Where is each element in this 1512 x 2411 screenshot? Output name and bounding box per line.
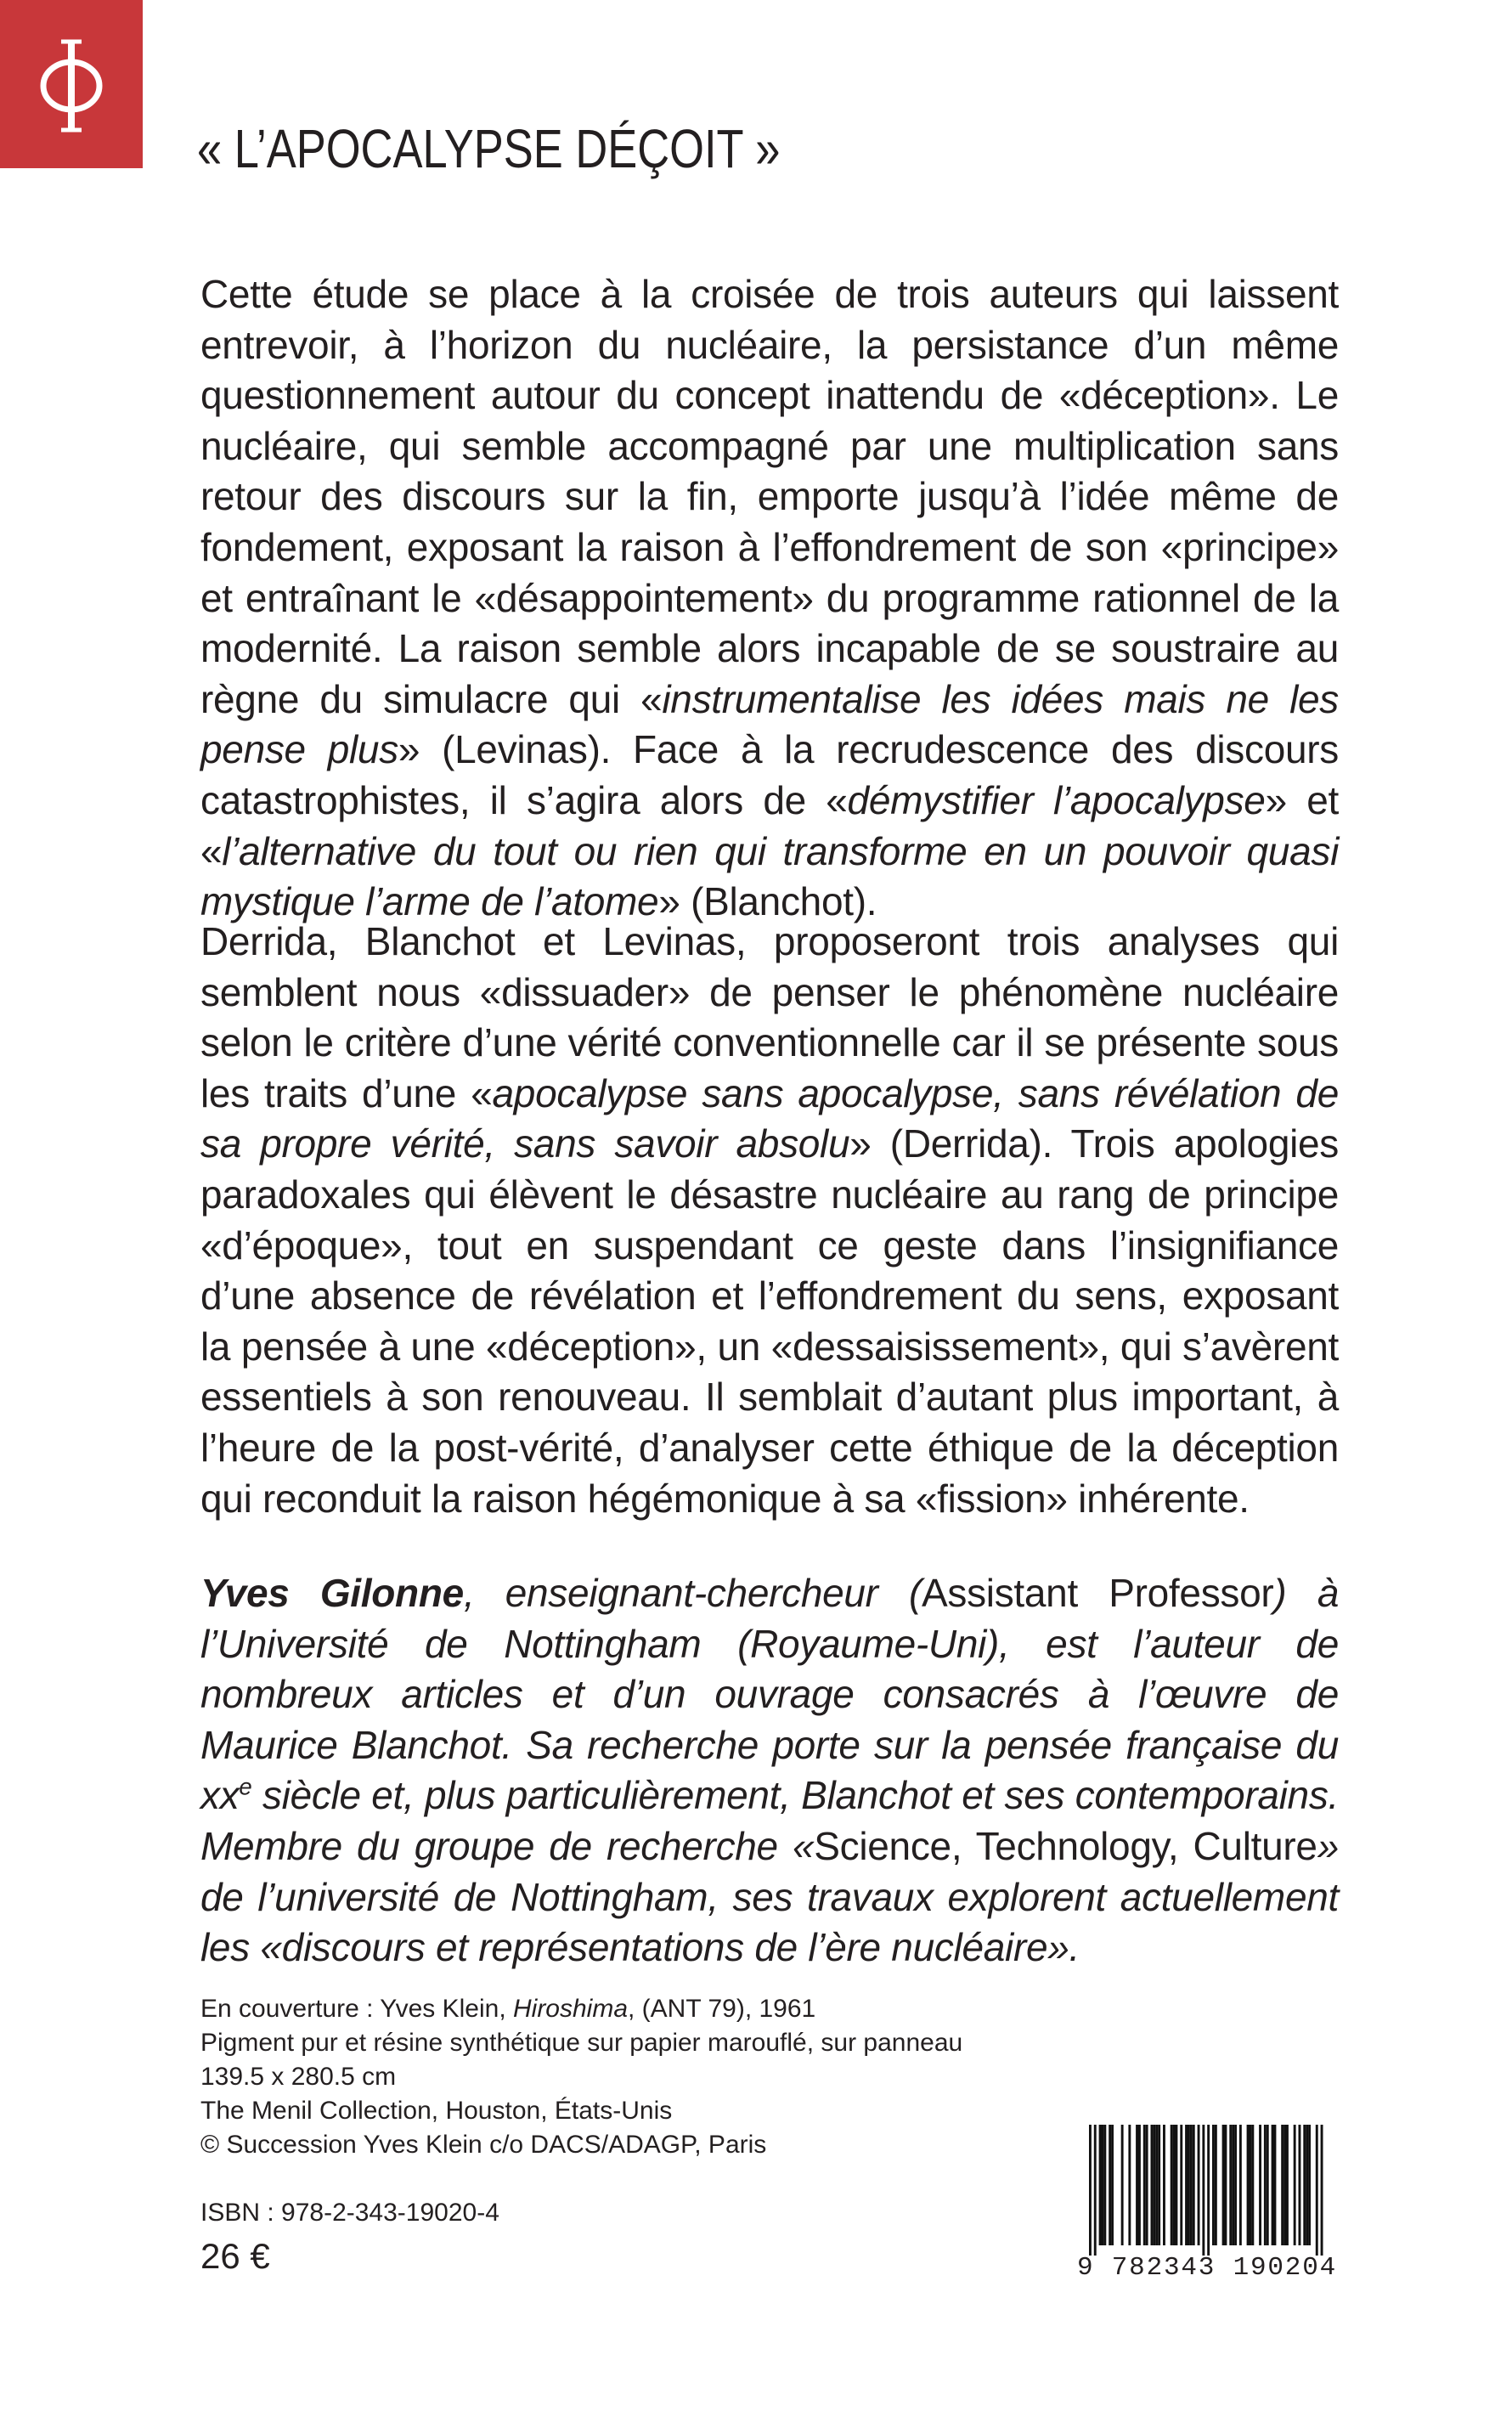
barcode-bar bbox=[1146, 2125, 1148, 2245]
barcode-bar bbox=[1153, 2125, 1155, 2245]
price: 26 € bbox=[200, 2236, 270, 2276]
credit-line-3: 139.5 x 280.5 cm bbox=[200, 2063, 397, 2091]
credit-line-1 bbox=[200, 1992, 962, 2026]
p1-quote-1: instrumentalise les idées mais ne les pense plus bbox=[200, 676, 1339, 772]
barcode-bar bbox=[1250, 2125, 1252, 2245]
barcode-bar bbox=[1281, 2125, 1284, 2245]
credit-line-1-suffix: , (ANT 79), 1961 bbox=[628, 1995, 816, 2023]
barcode-bar bbox=[1251, 2125, 1254, 2245]
barcode-bar bbox=[1121, 2125, 1124, 2245]
phi-logo-icon bbox=[25, 25, 118, 144]
p2-text-1: Derrida, Blanchot et Levinas, proposeront trois analyses qui semblent nous «dissuader» de penser le phénomène nucléaire selon le critère d’une vérité conventionnelle car il se présente sous les traits d’une « bbox=[200, 919, 1339, 1115]
barcode-icon bbox=[1075, 2120, 1340, 2256]
barcode-bar bbox=[1308, 2125, 1311, 2245]
barcode-bar bbox=[1286, 2125, 1289, 2245]
barcode-bar bbox=[1225, 2125, 1227, 2245]
bio-text-3: siècle et, plus particulièrement, Blanchot et ses contemporains. Membre du groupe de recherche « bbox=[200, 1773, 1339, 1868]
barcode-bar bbox=[1267, 2125, 1269, 2245]
p1-text-2: » (Levinas). Face à la recrudescence des discours catastrophistes, il s’agira alors de « bbox=[200, 727, 1339, 822]
barcode-bar bbox=[1212, 2125, 1215, 2245]
barcode-bar bbox=[1128, 2125, 1131, 2245]
bio-text-4: » de l’université de Nottingham, ses travaux explorent actuellement les «discours et représentations de l’ère nucléaire». bbox=[200, 1823, 1339, 1970]
p2-quote-1: apocalypse sans apocalypse, sans révélation de sa propre vérité, sans savoir absolu bbox=[200, 1070, 1339, 1166]
barcode-bar bbox=[1193, 2125, 1195, 2245]
book-title: « L’APOCALYPSE DÉÇOIT » bbox=[197, 118, 781, 179]
bio-century-sup: e bbox=[239, 1774, 252, 1801]
barcode-bar bbox=[1111, 2125, 1114, 2245]
barcode-bar bbox=[1138, 2125, 1141, 2245]
barcode-bar bbox=[1089, 2125, 1092, 2256]
barcode-bar bbox=[1229, 2125, 1232, 2245]
barcode-bar bbox=[1188, 2125, 1190, 2245]
barcode-bar bbox=[1222, 2125, 1225, 2245]
barcode-bar bbox=[1202, 2125, 1205, 2256]
barcode-bar bbox=[1143, 2125, 1146, 2245]
credit-artwork-title: Hiroshima bbox=[512, 1995, 629, 2023]
barcode-bar bbox=[1103, 2125, 1106, 2245]
barcode-bar bbox=[1259, 2125, 1261, 2245]
barcode-bar bbox=[1158, 2125, 1160, 2245]
credit-line-5: © Succession Yves Klein c/o DACS/ADAGP, Paris bbox=[200, 2131, 767, 2159]
barcode-bar bbox=[1232, 2125, 1234, 2245]
barcode-bar bbox=[1264, 2125, 1267, 2245]
barcode-bar bbox=[1094, 2125, 1097, 2256]
p1-quote-3: l’alternative du tout ou rien qui transforme en un pouvoir quasi mystique l’arme de l’atome bbox=[200, 828, 1339, 924]
p1-text-4: » (Blanchot). bbox=[658, 879, 877, 924]
barcode-bar bbox=[1198, 2125, 1200, 2245]
barcode-digits: 9 782343 190204 bbox=[1076, 2253, 1338, 2283]
barcode-bar bbox=[1234, 2125, 1237, 2245]
barcode-bar bbox=[1136, 2125, 1138, 2245]
barcode-bar bbox=[1176, 2125, 1178, 2245]
barcode-bar bbox=[1190, 2125, 1193, 2245]
barcode-bar bbox=[1299, 2125, 1301, 2245]
author-bio bbox=[200, 1568, 1339, 1973]
barcode-bar bbox=[1207, 2125, 1210, 2256]
bio-role: Assistant Professor bbox=[922, 1571, 1274, 1615]
bio-group-name: Science, Technology, Culture bbox=[814, 1823, 1317, 1868]
barcode-bar bbox=[1239, 2125, 1242, 2245]
barcode-bar bbox=[1321, 2125, 1323, 2256]
barcode-bar bbox=[1247, 2125, 1250, 2245]
author-name: Yves Gilonne bbox=[200, 1571, 464, 1615]
bio-text-1: , enseignant-chercheur ( bbox=[463, 1571, 922, 1615]
barcode-bar bbox=[1303, 2125, 1306, 2245]
barcode-bar bbox=[1306, 2125, 1308, 2245]
isbn: ISBN : 978-2-343-19020-4 bbox=[200, 2199, 499, 2227]
credit-line-1-prefix: En couverture : Yves Klein, bbox=[200, 1995, 513, 2023]
p1-text-1: Cette étude se place à la croisée de trois auteurs qui laissent entrevoir, à l’horizon du nucléaire, la persistance d’un même questionnement autour du concept inattendu de «déception». Le nucléaire, qui semble accompagné par une multiplication sans retour des discours sur la fin, emporte jusqu’à l’idée même de fondement, exposant la raison à l’effondrement de son «principe» et entraînant le «désappointement» du programme rationnel de la modernité. La raison semble alors incapable de se soustraire au règne du simulacre qui « bbox=[200, 272, 1339, 721]
barcode-bar bbox=[1274, 2125, 1277, 2245]
barcode-bar bbox=[1163, 2125, 1165, 2245]
barcode-bar bbox=[1099, 2125, 1102, 2245]
barcode-bar bbox=[1180, 2125, 1182, 2245]
publisher-logo bbox=[0, 0, 143, 168]
p1-text-3: » et « bbox=[200, 777, 1340, 873]
barcode-bar bbox=[1316, 2125, 1318, 2256]
barcode-bar bbox=[1109, 2125, 1111, 2245]
credit-line-4: The Menil Collection, Houston, États-Unis bbox=[200, 2097, 673, 2125]
p1-quote-2: démystifier l’apocalypse bbox=[847, 777, 1266, 822]
barcode-bar bbox=[1171, 2125, 1173, 2245]
bio-text-2: ) à l’Université de Nottingham (Royaume-Uni), est l’auteur de nombreux articles et d’un ouvrage consacrés à l’œuvre de Maurice Blanchot. Sa recherche porte sur la pensée française du bbox=[200, 1571, 1339, 1767]
barcode-bar bbox=[1215, 2125, 1217, 2245]
bio-century: xx bbox=[200, 1773, 240, 1818]
summary-paragraph-2 bbox=[200, 917, 1339, 1524]
barcode-bar bbox=[1173, 2125, 1176, 2245]
barcode-bar bbox=[1151, 2125, 1154, 2245]
barcode-bar bbox=[1185, 2125, 1188, 2245]
credit-line-2: Pigment pur et résine synthétique sur papier marouflé, sur panneau bbox=[200, 2029, 963, 2057]
barcode-bar bbox=[1272, 2125, 1274, 2245]
cover-credits bbox=[200, 1992, 962, 2162]
barcode-bar bbox=[1284, 2125, 1286, 2245]
summary-paragraph-1 bbox=[200, 269, 1339, 928]
p2-text-2: » (Derrida). Trois apologies paradoxales qui élèvent le désastre nucléaire au rang de principe «d’époque», tout en suspendant ce geste dans l’insignifiance d’une absence de révélation et l’effondrement du sens, exposant la pensée à une «déception», un «dessaisissement», qui s’avèrent essentiels à son renouveau. Il semblait d’autant plus important, à l’heure de la post-vérité, d’analyser cette éthique de la déception qui reconduit la raison hégémonique à sa «fission» inhérente. bbox=[200, 1121, 1340, 1521]
barcode-bar bbox=[1294, 2125, 1296, 2245]
barcode-bar bbox=[1155, 2125, 1158, 2245]
barcode-bar bbox=[1102, 2125, 1104, 2245]
